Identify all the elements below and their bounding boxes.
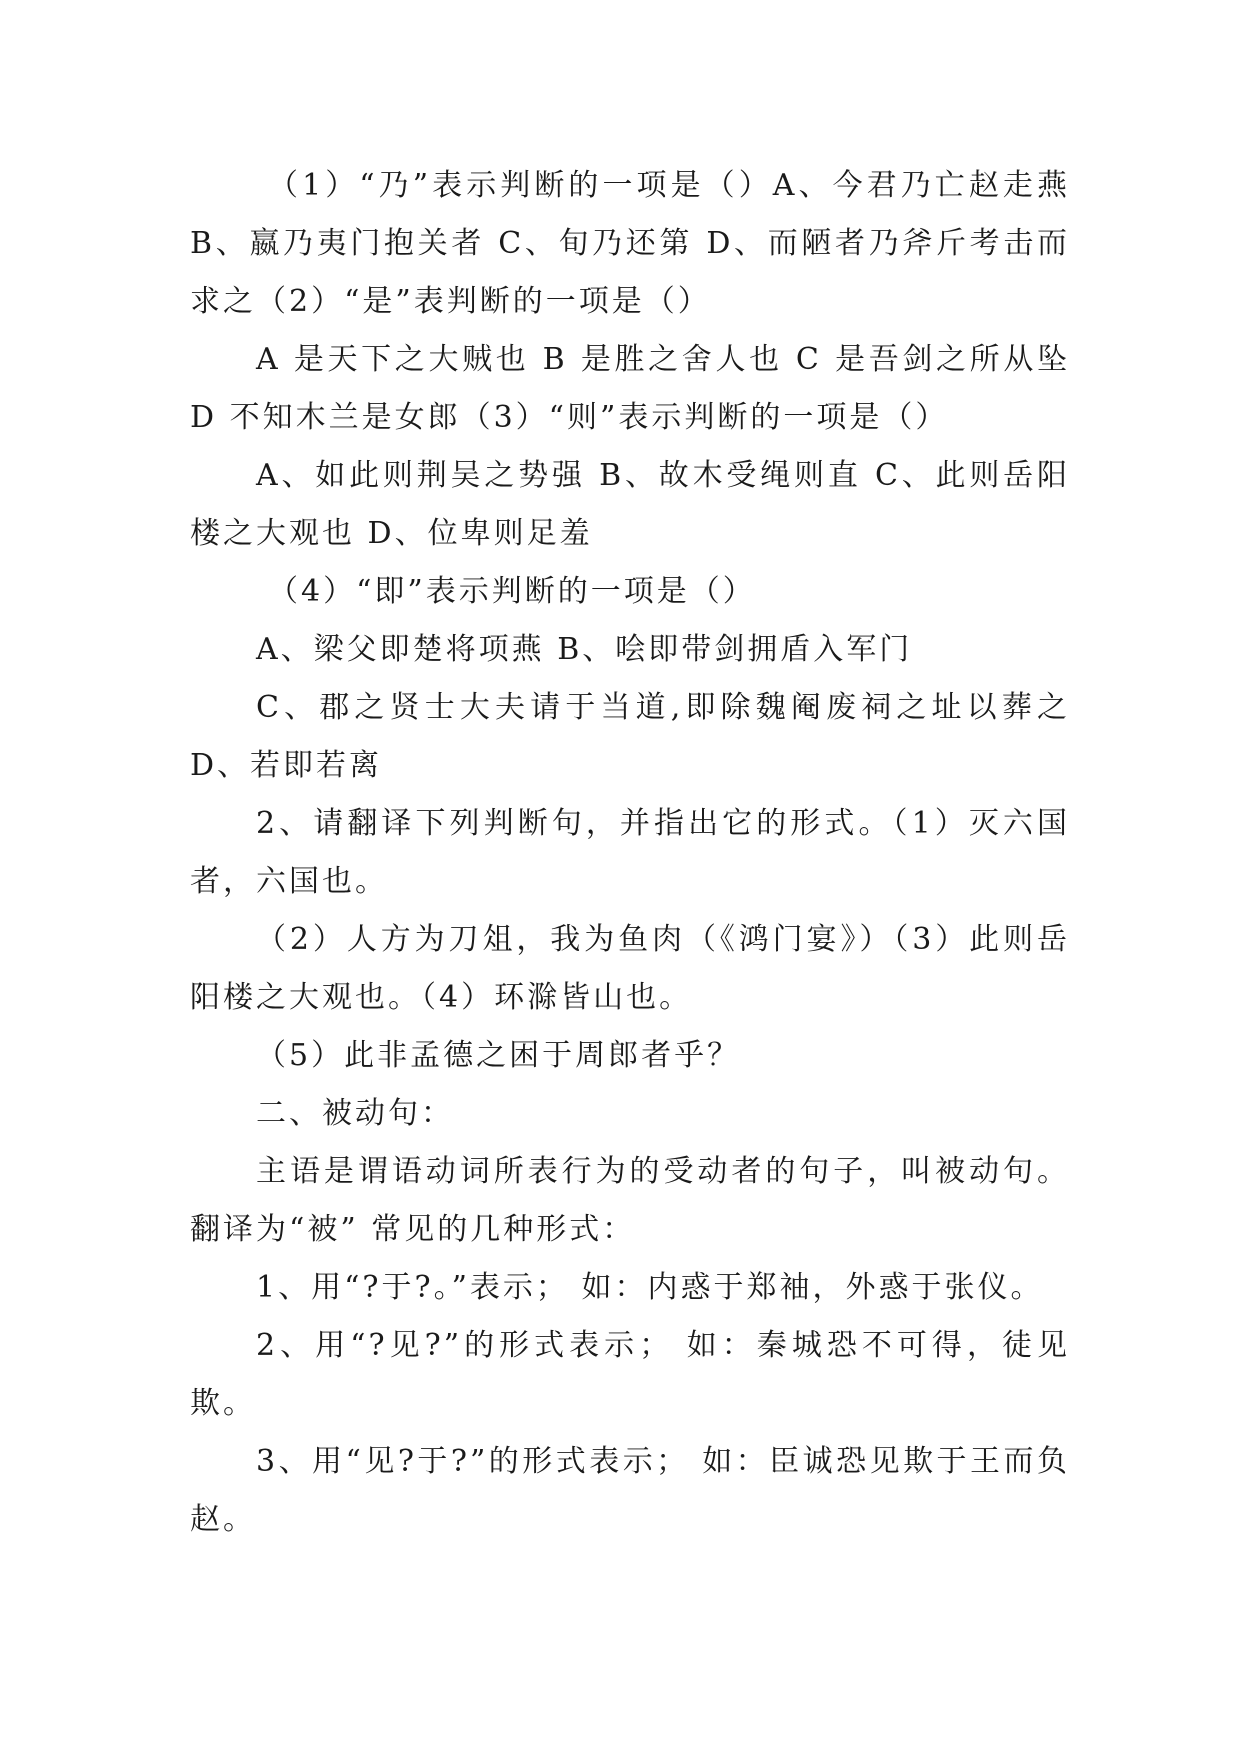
paragraph-ze-options: A、如此则荆吴之势强 B、故木受绳则直 C、此则岳阳楼之大观也 D、位卑则足羞 bbox=[190, 458, 1070, 551]
paragraph-translate-items: （2）人方为刀俎，我为鱼肉（《鸿门宴》）（3）此则岳阳楼之大观也。（4）环滁皆山也。 bbox=[190, 922, 1070, 1015]
paragraph-ji-options-cd: C、郡之贤士大夫请于当道,即除魏阉废祠之址以葬之 D、若即若离 bbox=[190, 690, 1070, 783]
paragraph-shi-options: A 是天下之大贼也 B 是胜之舍人也 C 是吾剑之所从坠 D 不知木兰是女郎（3）“则”表示判断的一项是（） bbox=[190, 342, 1070, 435]
paragraph-passive-form-3: 3、用“见?于?”的形式表示； 如：臣诚恐见欺于王而负赵。 bbox=[190, 1444, 1070, 1537]
paragraph-passive-form-1: 1、用“?于?。”表示； 如：内惑于郑袖，外惑于张仪。 bbox=[256, 1270, 1044, 1305]
paragraph-question-4: （4）“即”表示判断的一项是（） bbox=[268, 574, 756, 609]
document-body bbox=[190, 157, 1070, 1549]
paragraph-passive-form-2: 2、用“?见?”的形式表示； 如：秦城恐不可得，徒见欺。 bbox=[190, 1328, 1070, 1421]
paragraph-passive-definition: 主语是谓语动词所表行为的受动者的句子，叫被动句。翻译为“被” 常见的几种形式： bbox=[190, 1154, 1070, 1247]
paragraph-translate-task: 2、请翻译下列判断句，并指出它的形式。（1）灭六国者，六国也。 bbox=[190, 806, 1070, 899]
section-heading-passive: 二、被动句： bbox=[256, 1096, 454, 1131]
paragraph-translate-item-5: （5）此非孟德之困于周郎者乎？ bbox=[256, 1038, 741, 1073]
paragraph-ji-options-ab: A、梁父即楚将项燕 B、哙即带剑拥盾入军门 bbox=[256, 632, 913, 667]
paragraph-question-1: （1）“乃”表示判断的一项是（）A、今君乃亡赵走燕 B、嬴乃夷门抱关者 C、旬乃还第 D、而陋者乃斧斤考击而求之（2）“是”表判断的一项是（） bbox=[190, 168, 1070, 319]
